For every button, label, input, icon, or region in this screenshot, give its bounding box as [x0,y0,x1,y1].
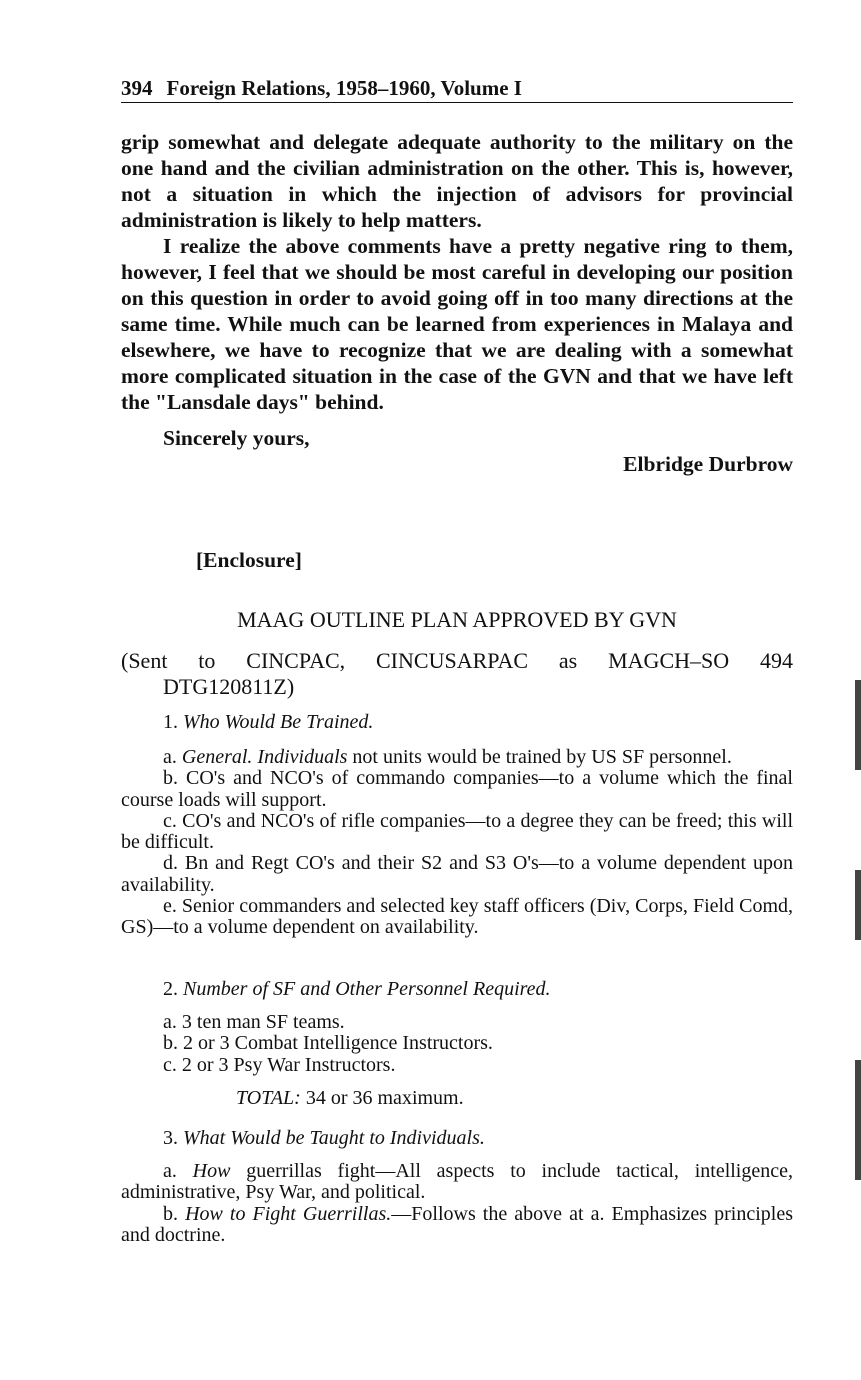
list-item: c. CO's and NCO's of rifle companies—to a degree they can be freed; this will be difficult. [121,809,793,854]
enclosure-label: [Enclosure] [196,548,302,572]
list-item: b. 2 or 3 Combat Intelligence Instructors. [163,1032,493,1055]
section-number: 2. [163,978,178,1000]
scan-edge-mark [855,1060,861,1180]
section-title: Who Would Be Trained. [183,711,374,733]
page-number: 394 [121,76,153,100]
section-heading-2 [163,978,551,1001]
letter-signature: Elbridge Durbrow [623,452,793,476]
volume-title: Foreign Relations, 1958–1960, Volume I [166,76,522,100]
section-title: Number of SF and Other Personnel Required. [183,978,551,1000]
sent-note-line-1: (Sent to CINCPAC, CINCUSARPAC as MAGCH–SO 494 [121,648,793,673]
section-heading-3 [163,1127,485,1150]
list-item: b. CO's and NCO's of commando companies—to a volume which the final course loads will support. [121,767,793,811]
letter-paragraph-1: grip somewhat and delegate adequate authority to the military on the one hand and the civilian administration on the other. This is, however, not a situation in which the injection of advisors for provincial administration is likely to help matters. [121,130,793,232]
letter-body [121,129,793,415]
running-header [121,76,793,103]
total-label: TOTAL: [236,1087,301,1109]
scan-edge-mark [855,680,861,770]
section-title: What Would be Taught to Individuals. [183,1127,485,1149]
sent-note [121,648,793,700]
list-item: a. How guerrillas fight—All aspects to include tactical, intelligence, administrative, Psy War, and political. [121,1160,793,1204]
list-item: a. General. Individuals not units would be trained by US SF personnel. [163,746,732,768]
list-item: e. Senior commanders and selected key staff officers (Div, Corps, Field Comd, GS)—to a volume dependent on availability. [121,895,793,939]
section-heading-1 [163,711,373,734]
list-item: c. 2 or 3 Psy War Instructors. [163,1053,396,1076]
section-items-1 [121,747,793,939]
total-line [236,1087,464,1110]
sent-note-line-2: DTG120811Z) [163,674,295,699]
plan-title: MAAG OUTLINE PLAN APPROVED BY GVN [237,607,677,632]
section-items-2 [121,1012,793,1076]
list-item: b. How to Fight Guerrillas.—Follows the above at a. Emphasizes principles and doctrine. [121,1202,793,1246]
total-value: 34 or 36 maximum. [305,1087,464,1109]
list-item: d. Bn and Regt CO's and their S2 and S3 O's—to a volume dependent upon availability. [121,852,793,896]
letter-closing: Sincerely yours, [163,426,310,450]
letter-paragraph-2: I realize the above comments have a pretty negative ring to them, however, I feel that we should be most careful in developing our position on this question in order to avoid going off in too many directions at the same time. While much can be learned from experiences in Malaya and elsewhere, we have to recognize that we are dealing with a somewhat more complicated situation in the case of the GVN and that we have left the "Lansdale days" behind. [121,234,793,414]
list-item: a. 3 ten man SF teams. [163,1011,345,1033]
scan-edge-mark [855,870,861,940]
section-number: 3. [163,1127,178,1149]
section-items-3 [121,1161,793,1246]
section-number: 1. [163,711,178,733]
